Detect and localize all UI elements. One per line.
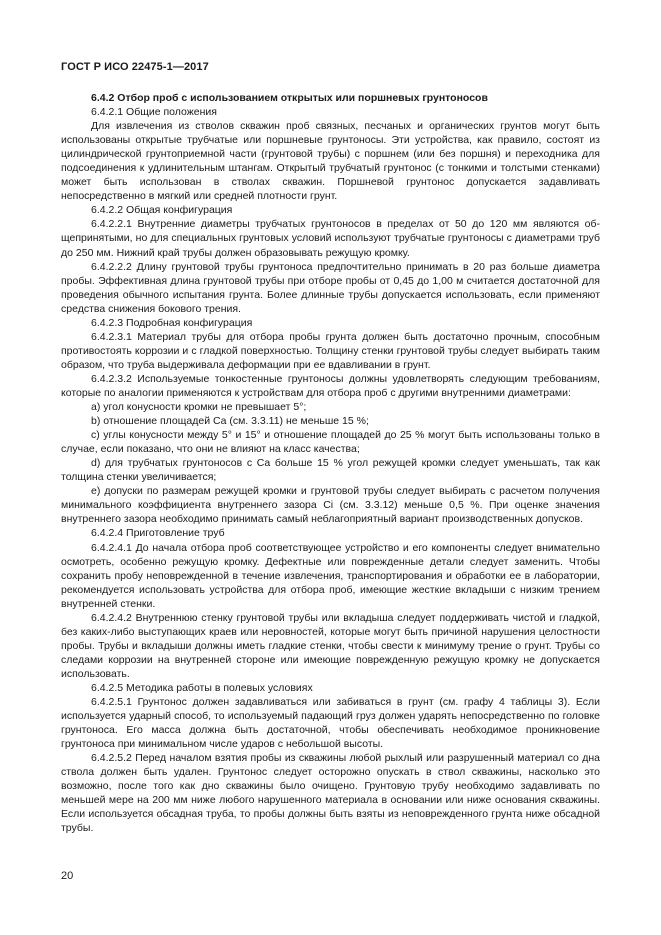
document-body <box>61 91 600 835</box>
subsection-heading: 6.4.2.3 Подробная конфигурация <box>91 316 253 329</box>
subsection-heading: 6.4.2.2 Общая конфигурация <box>91 204 233 217</box>
paragraph: Для извлечения из стволов скважин проб связных, песчаных и органических грунтов могут быть использованы открытые трубчатые или поршневые грунтоносы. Эти устройства, как правило, состоят из цилиндрической грунтоприемной части (грунтовой трубы) с поршнем (или без поршня) и переходника для подсоединения к удлинительным штангам. Открытый трубчатый грунтонос (с тонкими и толстыми стенками) может быть использован в стволах скважин. Поршневой грунтонос допускается задавливать непосредственно в мягкий или средней плотности грунт. <box>61 120 600 203</box>
subsection-heading: 6.4.2.5 Методика работы в полевых условиях <box>91 681 313 694</box>
paragraph: 6.4.2.2.2 Длину грунтовой трубы грунтоноса предпочтительно принимать в 20 раз больше диаметра пробы. Эффективная длина грунтовой трубы при отборе пробы от 0,45 до 1,00 м считается достаточной для проведения обычного испытания грунта. Более длинные трубы допускается использовать, если применяют средства снижения бокового трения. <box>61 260 600 315</box>
list-item: с) углы конусности между 5° и 15° и отношение площадей до 25 % могут быть использованы только в случае, если показано, что они не влияют на класс качества; <box>61 429 600 456</box>
paragraph: 6.4.2.5.2 Перед началом взятия пробы из скважины любой рыхлый или разрушенный материал со дна ствола должен быть удален. Грунтонос следует осторожно опускать в ствол скважины, насколько это возможно, после того как дно скважины было очищено. Грунтовую трубу необходимо задавливать по меньшей мере на 200 мм ниже любого нарушенного материала в основании или ниже основания скважины. Если используется обсадная труба, то пробы должны быть взяты из неповрежденного грунта ниже обсадной трубы. <box>61 752 600 835</box>
paragraph: 6.4.2.3.2 Используемые тонкостенные грунтоносы должны удовлетворять следующим требованиям, которые по аналогии применяются к устройствам для отбора проб с другими внутренними диаметрами: <box>61 372 600 399</box>
paragraph: 6.4.2.5.1 Грунтонос должен задавливаться или забиваться в грунт (см. графу 4 таблицы 3). Если используется ударный способ, то используемый падающий груз должен ударять непосредственно по головке грунтоноса. Его масса должна быть достаточной, чтобы обеспечивать необходимое проникновение грунтоноса при минимальном числе ударов с небольшой высоты. <box>61 696 600 751</box>
subsection-heading: 6.4.2.1 Общие положения <box>91 106 217 119</box>
paragraph: 6.4.2.3.1 Материал трубы для отбора пробы грунта должен быть достаточно прочным, способным противостоять коррозии и с гладкой поверхностью. Толщину стенки грунтовой трубы следует выбирать таким образом, что труба выдерживала деформации при ее вдавливании в грунт. <box>61 330 600 371</box>
paragraph: 6.4.2.2.1 Внутренние диаметры трубчатых грунтоносов в пределах от 50 до 120 мм являются общепринятыми, но для специальных грунтовых условий используют трубчатые грунтоносы с диаметрами труб до 250 мм. Нижний край трубы должен образовывать режущую кромку. <box>61 218 600 259</box>
page-number: 20 <box>61 870 74 882</box>
section-heading: 6.4.2 Отбор проб с использованием открытых или поршневых грунтоносов <box>91 92 488 104</box>
document-header: ГОСТ Р ИСО 22475-1—2017 <box>61 61 209 73</box>
list-item: е) допуски по размерам режущей кромки и грунтовой трубы следует выбирать с расчетом получения минимального коэффициента внутреннего зазора Ci (см. 3.3.12) меньше 0,5 %. При оценке значения внутреннего зазора необходимо принимать самый неблагоприятный вариант производственных допусков. <box>61 485 600 526</box>
list-item: b) отношение площадей Ca (см. 3.3.11) не меньше 15 %; <box>91 415 369 428</box>
paragraph: 6.4.2.4.1 До начала отбора проб соответствующее устройство и его компоненты следует внимательно осмотреть, особенно режущую кромку. Дефектные или поврежденные детали следует заменить. Чтобы сохранить пробу неповрежденной в течение извлечения, транспортирования и обработки ее в лаборатории, рекомендуется использовать устройства для отбора проб, имеющие жесткие вкладыши с низким трением внутренней стенки. <box>61 541 600 610</box>
list-item: d) для трубчатых грунтоносов с Ca больше 15 % угол режущей кромки следует уменьшать, так как толщина стенки увеличивается; <box>61 457 600 484</box>
list-item: а) угол конусности кромки не превышает 5°; <box>91 401 307 414</box>
subsection-heading: 6.4.2.4 Приготовление труб <box>91 527 225 540</box>
paragraph: 6.4.2.4.2 Внутреннюю стенку грунтовой трубы или вкладыша следует поддерживать чистой и гладкой, без каких-либо выступающих краев или неровностей, которые могут быть причиной нарушения целостности пробы. Трубы и вкладыши должны иметь гладкие стенки, чтобы свести к минимуму трение о грунт. Трубы со следами коррозии на внутренней стороне или имеющие поврежденную режущую кромку не допускается использовать. <box>61 611 600 680</box>
